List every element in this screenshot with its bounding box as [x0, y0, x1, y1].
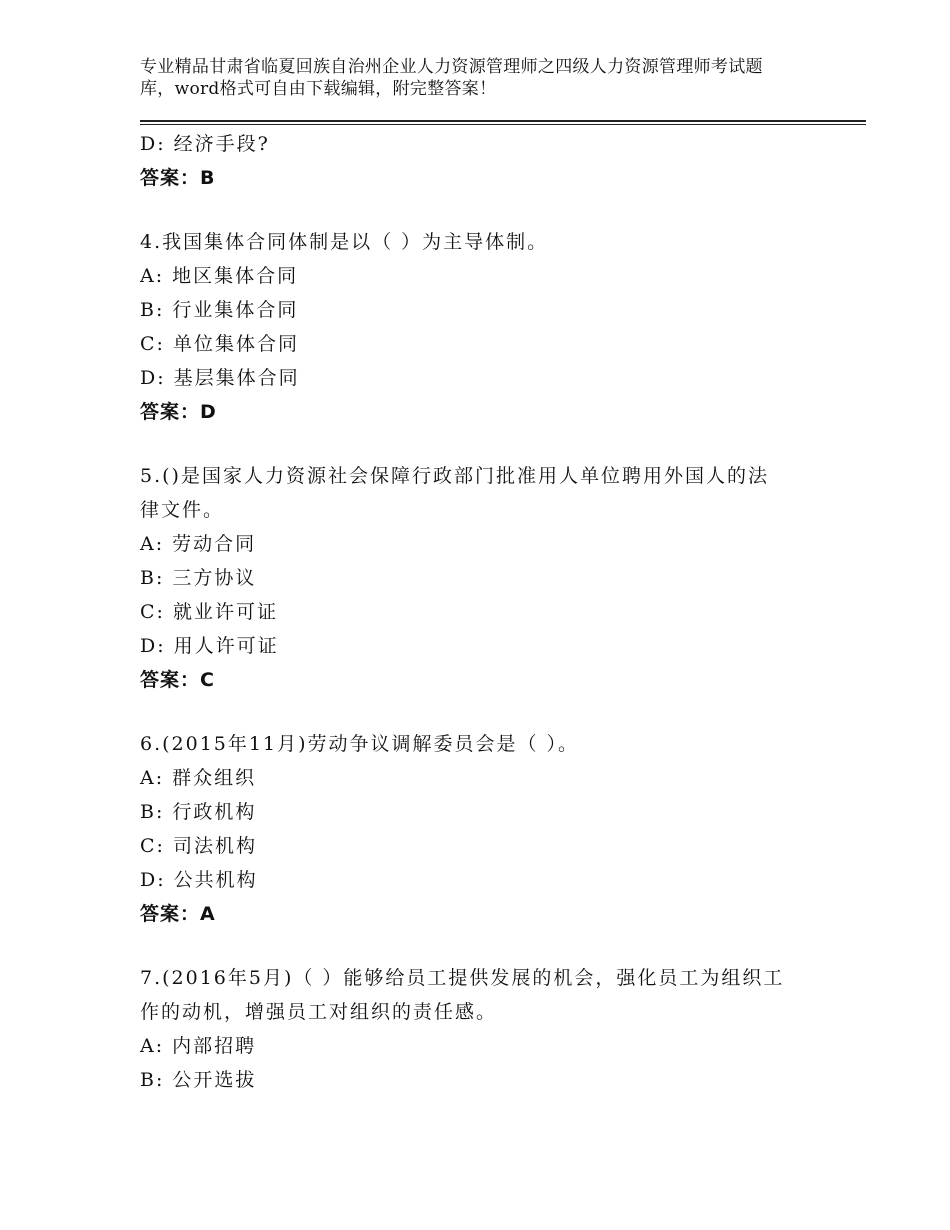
option-d: D: 经济手段?	[140, 133, 270, 155]
header-title-line-2: 库，word格式可自由下载编辑，附完整答案！	[140, 79, 497, 99]
header-title-line-1: 专业精品甘肃省临夏回族自治州企业人力资源管理师之四级人力资源管理师考试题	[140, 57, 763, 77]
question-stem: 4.我国集体合同体制是以（ ）为主导体制。	[140, 231, 549, 253]
option-d: D: 用人许可证	[140, 635, 279, 657]
option-d: D: 基层集体合同	[140, 367, 300, 389]
option-b: B: 行政机构	[140, 801, 257, 823]
answer-label: 答案：A	[140, 903, 216, 925]
spacer	[140, 429, 840, 459]
header-divider-thick	[140, 120, 866, 122]
option-b: B: 公开选拔	[140, 1069, 257, 1091]
question-stem-continued: 作的动机，增强员工对组织的责任感。	[140, 1001, 498, 1023]
answer-label: 答案：C	[140, 669, 215, 691]
header-divider-thin	[140, 124, 866, 125]
question-list	[140, 127, 840, 1097]
option-c: C: 就业许可证	[140, 601, 278, 623]
question-block-5	[140, 459, 840, 697]
question-block-7	[140, 961, 840, 1097]
option-c: C: 单位集体合同	[140, 333, 299, 355]
answer-label: 答案：B	[140, 167, 216, 189]
answer-label: 答案：D	[140, 401, 217, 423]
spacer	[140, 195, 840, 225]
option-a: A: 群众组织	[140, 767, 257, 789]
option-d: D: 公共机构	[140, 869, 258, 891]
option-c: C: 司法机构	[140, 835, 257, 857]
option-b: B: 三方协议	[140, 567, 257, 589]
question-stem: 6.(2015年11月)劳动争议调解委员会是（ ）。	[140, 733, 580, 755]
question-stem: 5.()是国家人力资源社会保障行政部门批准用人单位聘用外国人的法	[140, 465, 769, 487]
question-block-4	[140, 225, 840, 429]
spacer	[140, 697, 840, 727]
question-stem: 7.(2016年5月)（ ）能够给员工提供发展的机会，强化员工为组织工	[140, 967, 785, 989]
option-a: A: 劳动合同	[140, 533, 257, 555]
spacer	[140, 931, 840, 961]
question-block-3	[140, 127, 840, 195]
question-block-6	[140, 727, 840, 931]
page-header	[140, 56, 840, 100]
question-stem-continued: 律文件。	[140, 499, 225, 521]
option-b: B: 行业集体合同	[140, 299, 299, 321]
option-a: A: 内部招聘	[140, 1035, 257, 1057]
option-a: A: 地区集体合同	[140, 265, 299, 287]
